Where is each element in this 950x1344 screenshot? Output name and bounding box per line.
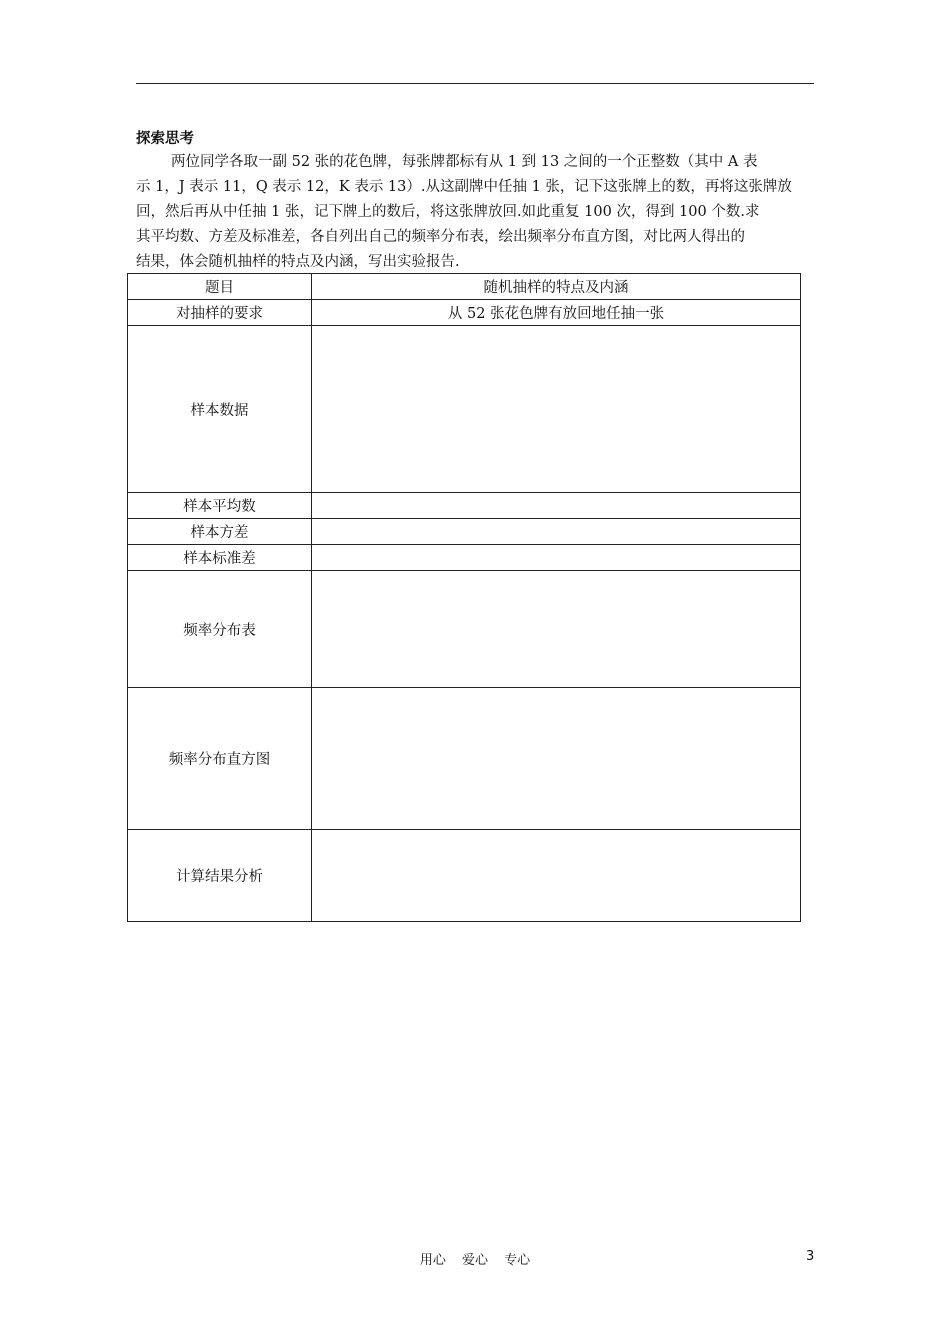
paragraph-line: 其平均数、方差及标准差，各自列出自己的频率分布表，绘出频率分布直方图，对比两人得出的 [136,229,745,245]
row-value[interactable] [312,688,801,830]
row-label: 计算结果分析 [128,830,312,922]
paragraph-line: 示 1，J 表示 11，Q 表示 12，K 表示 13）.从这副牌中任抽 1 张，记下这张牌上的数，再将这张牌放 [136,179,792,195]
table-header-row [128,274,801,300]
header-rule [136,83,814,84]
footer-motto: 专心 [504,1253,531,1268]
row-value[interactable] [312,830,801,922]
header-cell-characteristics: 随机抽样的特点及内涵 [312,274,801,300]
table-row [128,519,801,545]
table-row [128,688,801,830]
row-value[interactable] [312,571,801,688]
experiment-report-table [127,273,801,922]
header-cell-topic: 题目 [128,274,312,300]
row-value[interactable] [312,326,801,493]
paragraph-line: 两位同学各取一副 52 张的花色牌，每张牌都标有从 1 到 13 之间的一个正整数（其中 A 表 [171,154,758,170]
table-row [128,493,801,519]
row-label: 样本数据 [128,326,312,493]
row-value: 从 52 张花色牌有放回地任抽一张 [312,300,801,326]
paragraph-line: 回，然后再从中任抽 1 张，记下牌上的数后，将这张牌放回.如此重复 100 次，得到 100 个数.求 [136,204,760,220]
row-value[interactable] [312,519,801,545]
table-row [128,300,801,326]
row-label: 样本平均数 [128,493,312,519]
row-label: 频率分布直方图 [128,688,312,830]
row-value[interactable] [312,493,801,519]
problem-paragraph [136,150,816,275]
table-row [128,830,801,922]
row-label: 样本方差 [128,519,312,545]
footer-motto: 用心 [419,1253,446,1268]
row-label: 对抽样的要求 [128,300,312,326]
page-number: 3 [806,1249,815,1264]
table-row [128,571,801,688]
row-value[interactable] [312,545,801,571]
footer-motto: 爱心 [461,1253,488,1268]
row-label: 频率分布表 [128,571,312,688]
row-label: 样本标准差 [128,545,312,571]
table-row [128,545,801,571]
table-row [128,326,801,493]
section-title: 探索思考 [136,131,194,147]
paragraph-line: 结果，体会随机抽样的特点及内涵，写出实验报告. [136,254,460,270]
